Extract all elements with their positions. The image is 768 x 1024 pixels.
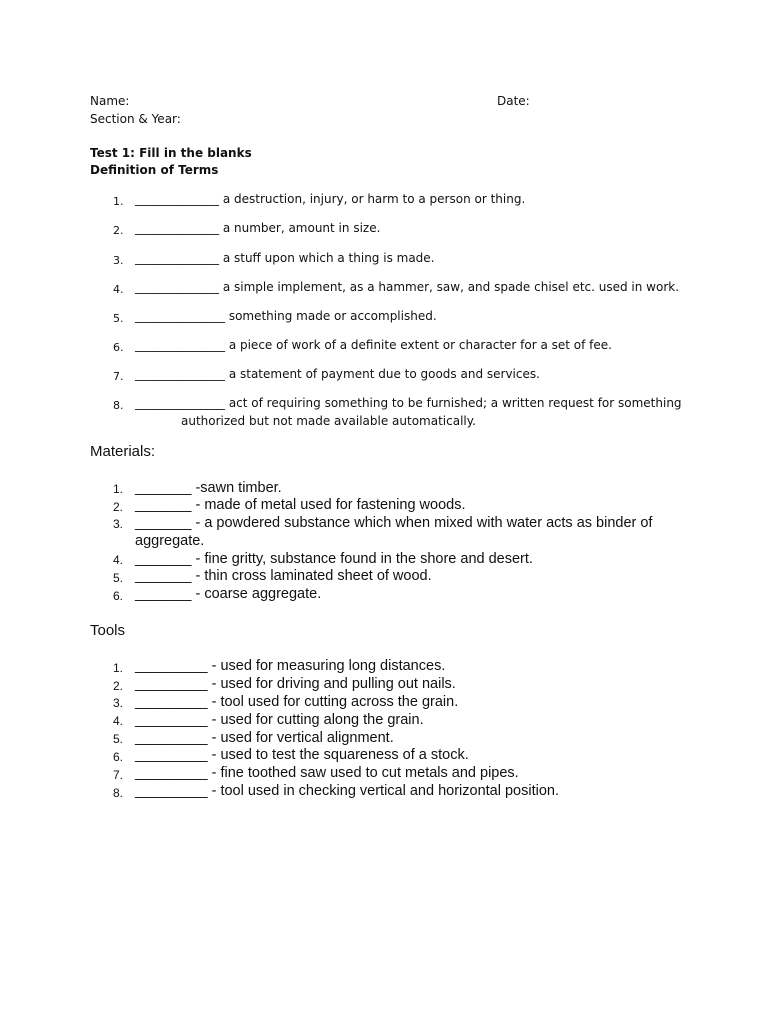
materials-heading: Materials: (90, 443, 156, 460)
materials-number: 4. (113, 553, 124, 567)
definition-item: ______________ a stuff upon which a thing is made. (135, 251, 435, 265)
materials-item: _______ - made of metal used for fastening woods. (135, 497, 466, 513)
definition-item: ______________ a destruction, injury, or harm to a person or thing. (135, 192, 526, 206)
test-title: Test 1: Fill in the blanks (90, 146, 252, 160)
definition-item: _______________ act of requiring something to be furnished; a written request for something (135, 396, 682, 410)
tools-number: 3. (113, 696, 124, 710)
definition-item-continuation: authorized but not made available automatically. (181, 414, 476, 428)
materials-item: _______ - fine gritty, substance found in the shore and desert. (135, 551, 533, 567)
tools-number: 2. (113, 679, 124, 693)
materials-item: _______ -sawn timber. (135, 480, 282, 496)
section-year-label: Section & Year: (90, 112, 181, 126)
definition-number: 8. (113, 399, 124, 412)
materials-item: _______ - coarse aggregate. (135, 586, 322, 602)
name-label: Name: (90, 94, 130, 108)
definition-item: ______________ a simple implement, as a hammer, saw, and spade chisel etc. used in work. (135, 280, 680, 294)
tools-item: _________ - tool used for cutting across the grain. (135, 694, 459, 710)
tools-heading: Tools (90, 622, 126, 639)
materials-item-continuation: aggregate. (135, 533, 205, 549)
definition-item: _______________ a statement of payment due to goods and services. (135, 367, 540, 381)
materials-number: 1. (113, 482, 124, 496)
materials-number: 5. (113, 571, 124, 585)
definition-number: 5. (113, 312, 124, 325)
materials-item: _______ - a powdered substance which when mixed with water acts as binder of (135, 515, 653, 531)
materials-number: 2. (113, 500, 124, 514)
tools-item: _________ - used for cutting along the grain. (135, 712, 424, 728)
tools-item: _________ - used to test the squareness of a stock. (135, 747, 469, 763)
definition-number: 4. (113, 283, 124, 296)
materials-number: 3. (113, 517, 124, 531)
definition-number: 3. (113, 254, 124, 267)
tools-number: 5. (113, 732, 124, 746)
tools-item: _________ - used for driving and pulling out nails. (135, 676, 456, 692)
tools-number: 6. (113, 750, 124, 764)
definition-item: ______________ a number, amount in size. (135, 221, 381, 235)
tools-item: _________ - used for measuring long distances. (135, 658, 446, 674)
definition-item: _______________ a piece of work of a definite extent or character for a set of fee. (135, 338, 612, 352)
materials-number: 6. (113, 589, 124, 603)
date-label: Date: (497, 94, 530, 108)
tools-number: 7. (113, 768, 124, 782)
definition-number: 1. (113, 195, 124, 208)
tools-number: 8. (113, 786, 124, 800)
definition-number: 7. (113, 370, 124, 383)
tools-item: _________ - fine toothed saw used to cut metals and pipes. (135, 765, 519, 781)
tools-number: 4. (113, 714, 124, 728)
materials-item: _______ - thin cross laminated sheet of wood. (135, 568, 432, 584)
test-subtitle: Definition of Terms (90, 163, 219, 177)
tools-item: _________ - used for vertical alignment. (135, 730, 394, 746)
definition-number: 6. (113, 341, 124, 354)
tools-item: _________ - tool used in checking vertical and horizontal position. (135, 783, 559, 799)
tools-number: 1. (113, 661, 124, 675)
definition-number: 2. (113, 224, 124, 237)
definition-item: _______________ something made or accomplished. (135, 309, 437, 323)
